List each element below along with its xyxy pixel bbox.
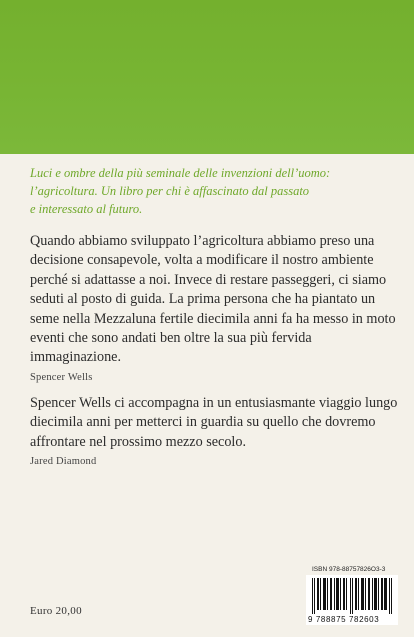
tagline-line: e interessato al futuro.	[30, 202, 143, 216]
quote-line: decisione consapevole, volta a modificare il nostro ambiente	[30, 252, 374, 269]
quote-line: eventi che sono andati ben oltre la sua più fervida	[30, 330, 312, 347]
tagline-line: Luci e ombre della più seminale delle invenzioni dell’uomo:	[30, 166, 331, 180]
quote-line: Spencer Wells ci accompagna in un entusiasmante viaggio lungo	[30, 395, 398, 411]
barcode-digits: 9 788875 782603	[308, 615, 380, 624]
quote-attribution: Jared Diamond	[30, 456, 97, 468]
price-label: Euro 20,00	[30, 605, 82, 617]
quote-text	[30, 394, 398, 452]
quote-spencer-wells	[30, 232, 396, 383]
quote-text	[30, 232, 396, 368]
quote-line: diecimila anni per metterci in guardia su quello che dovremo	[30, 414, 376, 431]
quote-attribution: Spencer Wells	[30, 371, 93, 383]
quote-line: seduti al posto di guida. La prima persona che ha piantato un	[30, 291, 376, 308]
quote-line: immaginazione.	[30, 349, 122, 366]
quote-line: perché si adattasse a noi. Invece di restare passeggeri, ci siamo	[30, 271, 387, 288]
barcode	[306, 575, 398, 625]
barcode-bars-graphic	[312, 578, 394, 614]
quote-jared-diamond	[30, 394, 398, 468]
isbn-label: ISBN 978-88757826O3-3	[312, 566, 386, 573]
tagline-line: l’agricoltura. Un libro per chi è affascinato dal passato	[30, 184, 310, 198]
quote-line: Quando abbiamo sviluppato l’agricoltura abbiamo preso una	[30, 233, 375, 249]
cover-color-band	[0, 0, 414, 154]
tagline	[30, 164, 390, 218]
quote-line: affrontare nel prossimo mezzo secolo.	[30, 433, 247, 450]
quote-line: seme nella Mezzaluna fertile diecimila anni fa ha messo in moto	[30, 310, 396, 327]
